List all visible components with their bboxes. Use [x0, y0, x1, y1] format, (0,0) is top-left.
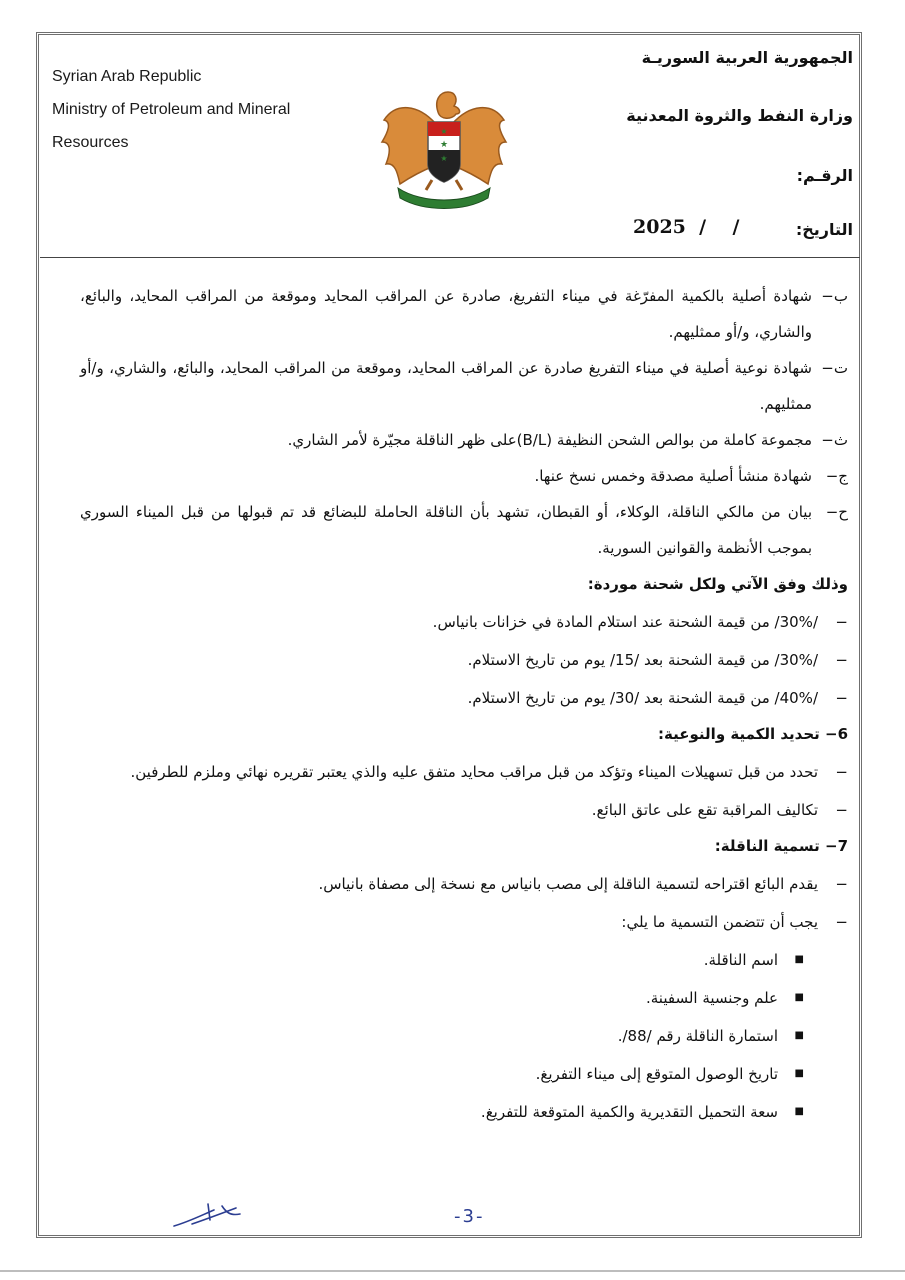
section-6-heading: 6− تحديد الكمية والنوعية: — [658, 725, 848, 743]
section-6-item — [80, 754, 848, 790]
section-7-item — [80, 866, 848, 902]
section-6-marker: − — [835, 801, 848, 819]
requirement-item — [80, 458, 848, 494]
section-7-bullets — [80, 942, 848, 1130]
section-6-list — [80, 754, 848, 828]
section-7-marker: − — [835, 913, 848, 931]
letterhead-country-ar: الجمهورية العربية السوريـة — [641, 48, 853, 67]
requirement-marker: ب− — [821, 287, 848, 305]
section-7-item — [80, 904, 848, 940]
svg-text:★: ★ — [440, 127, 448, 136]
svg-text:★: ★ — [439, 140, 449, 150]
nomination-field-marker: ■ — [794, 1068, 804, 1079]
requirement-item — [80, 422, 848, 458]
nomination-field-item — [80, 1018, 848, 1054]
requirement-marker: ج− — [825, 467, 848, 485]
date-row — [553, 214, 853, 250]
payment-marker: − — [835, 613, 848, 631]
svg-text:★: ★ — [440, 154, 448, 163]
requirement-text: شهادة منشأ أصلية مصدقة وخمس نسخ عنها. — [534, 467, 812, 485]
requirement-item — [80, 494, 848, 566]
payment-item — [80, 680, 848, 716]
date-value: 2025 / / — [633, 216, 740, 238]
requirement-text: شهادة أصلية بالكمية المفرّغة في ميناء التفريغ، صادرة عن المراقب المحايد وموقعة من المراقب المحايد، والبائع، والشاري، و/أو ممثليهم. — [80, 287, 812, 341]
nomination-field-text: علم وجنسية السفينة. — [646, 989, 778, 1007]
payment-list — [80, 604, 848, 716]
requirement-text: شهادة نوعية أصلية في ميناء التفريغ صادرة عن المراقب المحايد، وموقعة من المراقب المحايد، والبائع، والشاري، و/أو ممثليهم. — [80, 359, 812, 413]
requirement-item — [80, 350, 848, 422]
payment-marker: − — [835, 651, 848, 669]
letterhead-ministry: Ministry of Petroleum and Mineral — [52, 101, 291, 118]
emblem-banner — [398, 188, 490, 209]
date-label: التاريخ: — [795, 220, 853, 239]
letterhead-country: Syrian Arab Republic — [52, 68, 202, 85]
payment-text: /30%/ من قيمة الشحنة بعد /15/ يوم من تاريخ الاستلام. — [467, 651, 818, 669]
section-6-item — [80, 792, 848, 828]
payment-text: /40%/ من قيمة الشحنة بعد /30/ يوم من تاريخ الاستلام. — [467, 689, 818, 707]
payment-item — [80, 604, 848, 640]
syrian-eagle-emblem — [378, 84, 510, 214]
payment-item — [80, 642, 848, 678]
payment-marker: − — [835, 689, 848, 707]
section-6-text: تحدد من قبل تسهيلات الميناء وتؤكد من قبل مراقب محايد متفق عليه والذي يعتبر تقريره نهائي وملزم للطرفين. — [130, 763, 818, 781]
section-7-text: يقدم البائع اقتراحه لتسمية الناقلة إلى مصب بانياس مع نسخة إلى مصفاة بانياس. — [318, 875, 818, 893]
nomination-field-item — [80, 1056, 848, 1092]
section-6-text: تكاليف المراقبة تقع على عاتق البائع. — [591, 801, 818, 819]
nomination-field-text: استمارة الناقلة رقم /88/. — [617, 1027, 778, 1045]
payment-text: /30%/ من قيمة الشحنة عند استلام المادة في خزانات بانياس. — [432, 613, 818, 631]
header-divider — [40, 257, 860, 258]
section-6-marker: − — [835, 763, 848, 781]
nomination-field-marker: ■ — [794, 1106, 804, 1117]
nomination-field-marker: ■ — [794, 1030, 804, 1041]
nomination-field-marker: ■ — [794, 992, 804, 1003]
nomination-field-item — [80, 980, 848, 1016]
payment-heading: وذلك وفق الآتي ولكل شحنة موردة: — [587, 575, 848, 593]
requirement-marker: ت− — [821, 359, 848, 377]
requirement-text: بيان من مالكي الناقلة، الوكلاء، أو القبطان، تشهد بأن الناقلة الحاملة للبضائع قد تم قبولها من قبل الميناء السوري بموجب الأنظمة والقوانين السورية. — [80, 503, 812, 557]
nomination-field-text: اسم الناقلة. — [703, 951, 778, 969]
requirement-marker: ث− — [821, 431, 848, 449]
letterhead-ministry-ar: وزارة النفط والثروة المعدنية — [626, 106, 853, 125]
nomination-field-item — [80, 1094, 848, 1130]
nomination-field-item — [80, 942, 848, 978]
page-edge-line — [0, 1270, 905, 1272]
letterhead-ministry-cont: Resources — [52, 134, 129, 151]
nomination-field-text: تاريخ الوصول المتوقع إلى ميناء التفريغ. — [535, 1065, 778, 1083]
section-7-marker: − — [835, 875, 848, 893]
section-7-list — [80, 866, 848, 940]
eagle-head — [437, 92, 460, 118]
section-7-text: يجب أن تتضمن التسمية ما يلي: — [621, 913, 818, 931]
requirement-text: مجموعة كاملة من بوالص الشحن النظيفة (B/L)على ظهر الناقلة مجيّرة لأمر الشاري. — [287, 431, 812, 449]
page-number: -3- — [454, 1206, 485, 1227]
section-7-heading: 7− تسمية الناقلة: — [714, 837, 848, 855]
requirement-marker: ح− — [825, 503, 848, 521]
nomination-field-marker: ■ — [794, 954, 804, 965]
document-body — [80, 278, 848, 1130]
handwritten-initials — [170, 1198, 250, 1232]
nomination-field-text: سعة التحميل التقديرية والكمية المتوقعة للتفريغ. — [480, 1103, 778, 1121]
english-letterhead — [52, 60, 352, 159]
reference-number-label: الرقـم: — [796, 166, 853, 185]
document-list — [80, 278, 848, 566]
requirement-item — [80, 278, 848, 350]
